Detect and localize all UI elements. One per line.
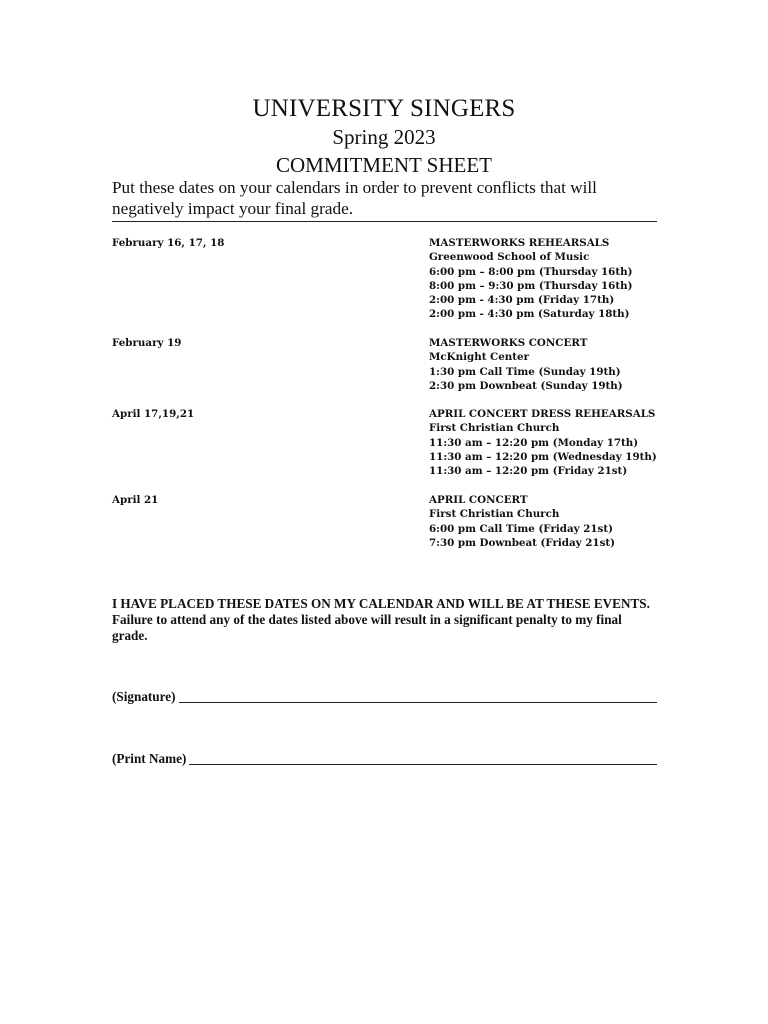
commitment-heading: I HAVE PLACED THESE DATES ON MY CALENDAR AND WILL BE AT THESE EVENTS.	[112, 596, 650, 611]
event-time: 1:30 pm Call Time (Sunday 19th)	[429, 365, 621, 378]
event-time: 6:00 pm – 8:00 pm (Thursday 16th)	[429, 265, 633, 278]
event-details	[429, 336, 659, 393]
event-time: 11:30 am – 12:20 pm (Friday 21st)	[429, 465, 628, 478]
print-name-line[interactable]	[189, 752, 657, 765]
term-label: Spring 2023	[332, 125, 436, 149]
event-item	[112, 493, 657, 553]
print-name-label: (Print Name)	[112, 751, 187, 766]
event-item	[112, 407, 657, 493]
event-title: APRIL CONCERT DRESS REHEARSALS	[429, 408, 656, 420]
event-details	[429, 493, 659, 550]
event-venue: First Christian Church	[429, 508, 560, 521]
event-time: 6:00 pm Call Time (Friday 21st)	[429, 522, 613, 535]
penalty-notice: Failure to attend any of the dates listed above will result in a significant penalty to my final grade.	[112, 612, 622, 643]
signature-label: (Signature)	[112, 689, 176, 704]
event-venue: Greenwood School of Music	[429, 251, 590, 264]
event-details	[429, 236, 659, 322]
commitment-statement	[112, 596, 660, 644]
event-date: February 16, 17, 18	[112, 237, 225, 249]
print-name-row	[112, 751, 657, 767]
signature-line[interactable]	[179, 690, 658, 703]
event-item	[112, 336, 657, 407]
event-venue: First Christian Church	[429, 422, 560, 435]
event-venue: McKnight Center	[429, 351, 530, 364]
intro-text: Put these dates on your calendars in order to prevent conflicts that will negatively impact your final grade.	[112, 177, 657, 222]
event-date: February 19	[112, 337, 182, 349]
event-time: 11:30 am – 12:20 pm (Monday 17th)	[429, 436, 639, 449]
event-time: 2:30 pm Downbeat (Sunday 19th)	[429, 379, 623, 392]
event-list	[112, 236, 657, 553]
event-date: April 21	[112, 494, 159, 506]
event-title: APRIL CONCERT	[429, 494, 528, 506]
event-time: 8:00 pm – 9:30 pm (Thursday 16th)	[429, 279, 633, 292]
event-time: 2:00 pm - 4:30 pm (Saturday 18th)	[429, 308, 630, 321]
document-subtitle: COMMITMENT SHEET	[275, 153, 493, 177]
document-title: UNIVERSITY SINGERS	[252, 95, 516, 122]
event-details	[429, 407, 659, 478]
signature-row	[112, 689, 657, 705]
event-time: 11:30 am – 12:20 pm (Wednesday 19th)	[429, 450, 657, 463]
event-title: MASTERWORKS REHEARSALS	[429, 237, 610, 249]
event-time: 2:00 pm - 4:30 pm (Friday 17th)	[429, 294, 615, 307]
event-time: 7:30 pm Downbeat (Friday 21st)	[429, 536, 616, 549]
event-title: MASTERWORKS CONCERT	[429, 337, 588, 349]
event-date: April 17,19,21	[112, 408, 195, 420]
event-item	[112, 236, 657, 336]
